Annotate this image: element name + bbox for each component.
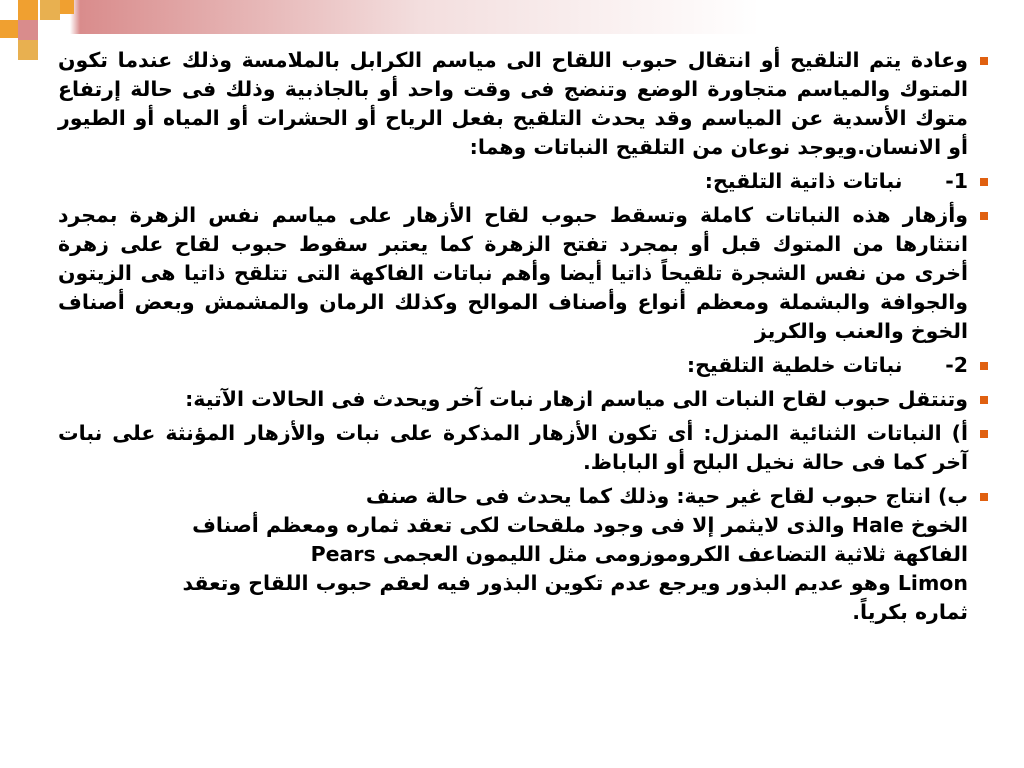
section-heading: 2- نباتات خلطية التلقيح: bbox=[686, 353, 968, 377]
paragraph-text: أ) النباتات الثنائية المنزل: أى تكون الأزهار المذكرة على نبات والأزهار المؤنثة على نبات آخر كما فى حالة نخيل البلح أو الباباظ. bbox=[58, 421, 968, 474]
line-text: الفاكهة ثلاثية التضاعف الكروموزومى مثل الليمون العجمى bbox=[382, 542, 968, 566]
paragraph-text: وأزهار هذه النباتات كاملة وتسقط حبوب لقاح الأزهار على مياسم نفس الزهرة بمجرد انتثارها من المتوك قبل أو بمجرد تفتح الزهرة كما يعتبر سقوط حبوب لقاح على زهرة أخرى من نفس الشجرة تلقيحاً ذاتيا أيضا وأهم نباتات الفاكهة التى تتلقح ذاتيا هى الزيتون والجوافة والبشملة ومعظم أنواع وأصناف الموالح وكذلك الرمان والمشمش وبعض أصناف الخوخ والعنب والكريز bbox=[58, 203, 968, 343]
decor-square-7 bbox=[60, 0, 74, 14]
paragraph-text: وتنتقل حبوب لقاح النبات الى مياسم ازهار نبات آخر ويحدث فى الحالات الآتية: bbox=[185, 387, 968, 411]
square-bullet-icon bbox=[980, 57, 988, 65]
paragraph-line: ب) انتاج حبوب لقاح غير حية: وذلك كما يحدث فى حالة صنف bbox=[365, 484, 968, 508]
slide-body bbox=[58, 46, 990, 632]
section-heading: 1- نباتات ذاتية التلقيح: bbox=[704, 169, 968, 193]
header-gradient-bar bbox=[0, 0, 1024, 34]
square-bullet-icon bbox=[980, 212, 988, 220]
bullet-paragraph bbox=[58, 46, 990, 162]
paragraph-line bbox=[58, 511, 968, 540]
line-text: وهو عديم البذور ويرجع عدم تكوين البذور فيه لعقم حبوب اللقاح وتعقد bbox=[182, 571, 891, 595]
decor-square-5 bbox=[40, 20, 60, 40]
bullet-paragraph-last bbox=[58, 482, 990, 627]
bullet-paragraph bbox=[58, 351, 990, 380]
bullet-paragraph bbox=[58, 167, 990, 196]
bullet-paragraph bbox=[58, 201, 990, 346]
line-text: الخوخ bbox=[910, 513, 968, 537]
decor-square-1 bbox=[18, 0, 38, 20]
decor-square-2 bbox=[40, 0, 60, 20]
paragraph-line bbox=[58, 540, 968, 569]
bullet-paragraph bbox=[58, 385, 990, 414]
cultivar-name: Hale bbox=[851, 513, 904, 537]
square-bullet-icon bbox=[980, 430, 988, 438]
decor-square-3 bbox=[0, 20, 18, 38]
line-text: والذى لايثمر إلا فى وجود ملقحات لكى تعقد ثماره ومعظم أصناف bbox=[192, 513, 845, 537]
square-bullet-icon bbox=[980, 178, 988, 186]
square-bullet-icon bbox=[980, 493, 988, 501]
bullet-paragraph bbox=[58, 419, 990, 477]
paragraph-text: وعادة يتم التلقيح أو انتقال حبوب اللقاح الى مياسم الكرابل بالملامسة وذلك عندما تكون المتوك والمياسم متجاورة الوضع وتنضج فى وقت واحد أو بالجاذبية وذلك فى حالة إرتفاع متوك الأسدية عن المياسم وقد يحدث التلقيح بفعل الرياح أو الحشرات أو المياه أو الطيور أو الانسان.ويوجد نوعان من التلقيح النباتات وهما: bbox=[58, 48, 968, 159]
square-bullet-icon bbox=[980, 362, 988, 370]
cultivar-name: Pears bbox=[310, 542, 376, 566]
square-bullet-icon bbox=[980, 396, 988, 404]
decor-square-4 bbox=[18, 20, 38, 40]
decor-square-6 bbox=[18, 40, 38, 60]
cultivar-name: Limon bbox=[897, 571, 968, 595]
paragraph-line bbox=[58, 569, 968, 598]
paragraph-line: ثماره بكرياً. bbox=[852, 600, 968, 624]
